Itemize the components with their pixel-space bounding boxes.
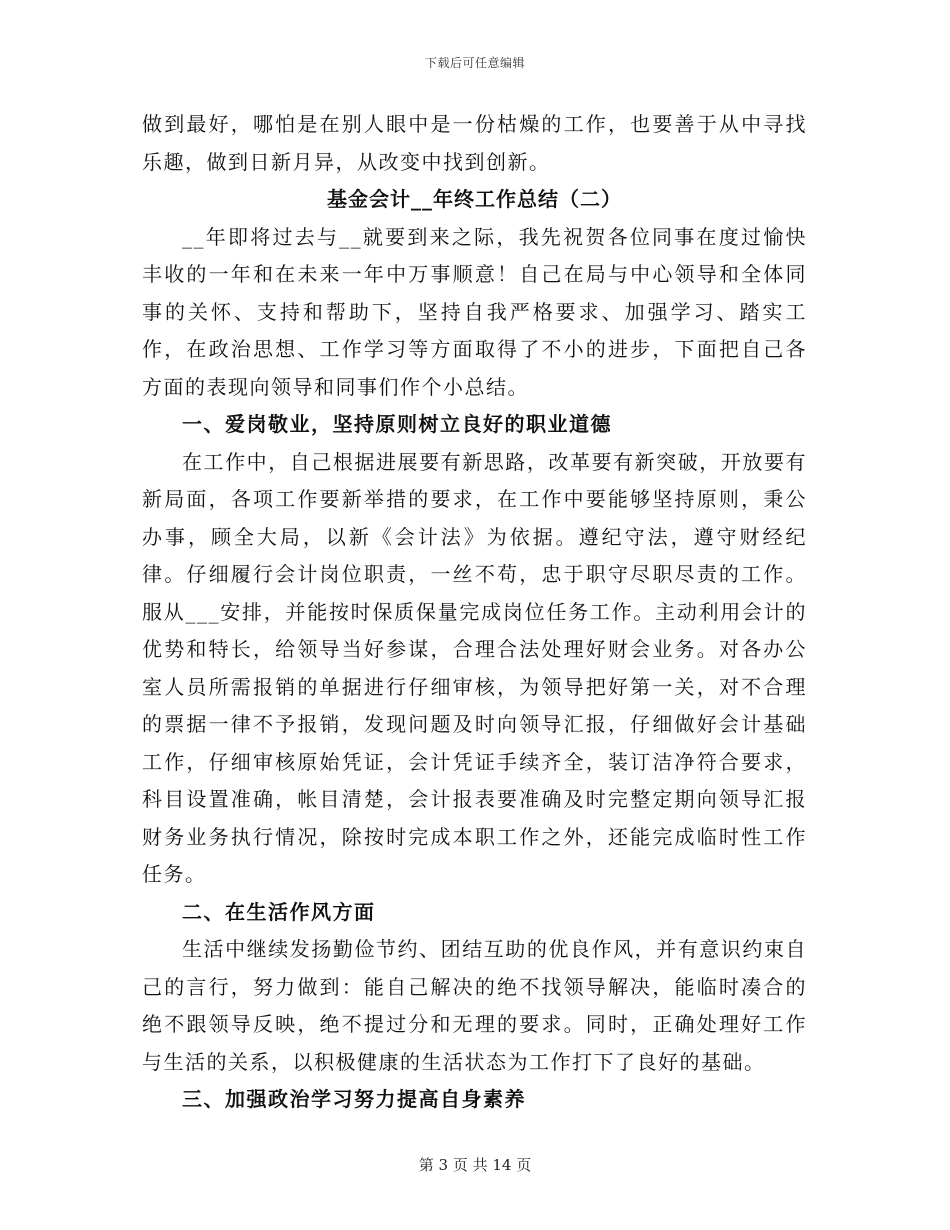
section2-heading: 二、在生活作风方面 — [182, 899, 376, 924]
page-number: 第 3 页 共 14 页 — [418, 1156, 532, 1174]
intro-continuation: 做到最好，哪怕是在别人眼中是一份枯燥的工作，也要善于从中寻找乐趣，做到日新月异，从改变中找到创新。 — [142, 112, 807, 174]
section1-heading: 一、爱岗敬业，坚持原则树立良好的职业道德 — [182, 412, 612, 436]
section3-heading: 三、加强政治学习努力提高自身素养 — [182, 1087, 526, 1111]
section2-paragraph: 生活中继续发扬勤俭节约、团结互助的优良作风，并有意识约束自己的言行，努力做到：能自己解决的绝不找领导解决，能临时凑合的绝不跟领导反映，绝不提过分和无理的要求。同时，正确处理好工作与生活的关系，以积极健康的生活状态为工作打下了良好的基础。 — [142, 937, 807, 1074]
document-title: 基金会计__年终工作总结（二） — [327, 187, 622, 211]
header-note: 下载后可任意编辑 — [424, 56, 525, 70]
section1-paragraph: 在工作中，自己根据进展要有新思路，改革要有新突破，开放要有新局面，各项工作要新举措的要求，在工作中要能够坚持原则，秉公办事，顾全大局，以新《会计法》为依据。遵纪守法，遵守财经纪律。仔细履行会计岗位职责，一丝不苟，忠于职守尽职尽责的工作。服从___安排，并能按时保质保量完成岗位任务工作。主动利用会计的优势和特长，给领导当好参谋，合理合法处理好财会业务。对各办公室人员所需报销的单据进行仔细审核，为领导把好第一关，对不合理的票据一律不予报销，发现问题及时向领导汇报，仔细做好会计基础工作，仔细审核原始凭证，会计凭证手续齐全，装订洁净符合要求，科目设置准确，帐目清楚，会计报表要准确及时完整定期向领导汇报财务业务执行情况，除按时完成本职工作之外，还能完成临时性工作任务。 — [142, 449, 807, 886]
opening-paragraph: __年即将过去与__就要到来之际，我先祝贺各位同事在度过愉快丰收的一年和在未来一年中万事顺意！自己在局与中心领导和全体同事的关怀、支持和帮助下，坚持自我严格要求、加强学习、踏实工作，在政治思想、工作学习等方面取得了不小的进步，下面把自己各方面的表现向领导和同事们作个小总结。 — [142, 224, 807, 399]
document-body — [142, 106, 807, 1119]
